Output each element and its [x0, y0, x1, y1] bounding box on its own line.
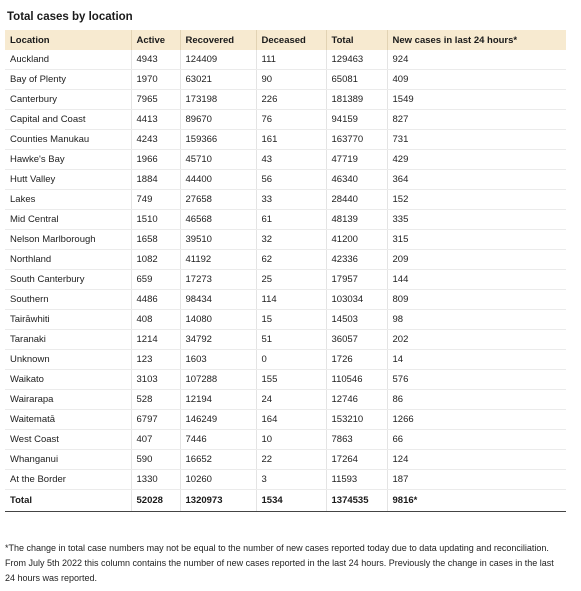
- cell-location: Hutt Valley: [5, 170, 131, 190]
- cell-total: 153210: [326, 410, 387, 430]
- table-row: [5, 250, 566, 270]
- cell-new-cases: 86: [387, 390, 566, 410]
- cell-total: 14503: [326, 310, 387, 330]
- cell-deceased: 22: [256, 450, 326, 470]
- cell-deceased: 32: [256, 230, 326, 250]
- cell-total: 65081: [326, 70, 387, 90]
- cell-new-cases: 152: [387, 190, 566, 210]
- cell-new-cases: 144: [387, 270, 566, 290]
- column-header-deceased: Deceased: [256, 30, 326, 50]
- cell-recovered: 46568: [180, 210, 256, 230]
- total-cell: 9816*: [387, 490, 566, 512]
- cell-active: 749: [131, 190, 180, 210]
- cell-recovered: 27658: [180, 190, 256, 210]
- cell-total: 103034: [326, 290, 387, 310]
- table-row: [5, 90, 566, 110]
- cell-total: 46340: [326, 170, 387, 190]
- cell-recovered: 173198: [180, 90, 256, 110]
- cell-active: 1966: [131, 150, 180, 170]
- cell-recovered: 124409: [180, 50, 256, 70]
- column-header-location: Location: [5, 30, 131, 50]
- column-header-active: Active: [131, 30, 180, 50]
- cell-active: 6797: [131, 410, 180, 430]
- cell-location: Mid Central: [5, 210, 131, 230]
- cell-deceased: 164: [256, 410, 326, 430]
- cases-by-location-table: [5, 30, 566, 512]
- cell-deceased: 24: [256, 390, 326, 410]
- cell-deceased: 15: [256, 310, 326, 330]
- cell-recovered: 12194: [180, 390, 256, 410]
- total-cell: 1374535: [326, 490, 387, 512]
- cell-total: 47719: [326, 150, 387, 170]
- cell-deceased: 0: [256, 350, 326, 370]
- cell-total: 181389: [326, 90, 387, 110]
- cell-recovered: 14080: [180, 310, 256, 330]
- table-row: [5, 290, 566, 310]
- cell-recovered: 16652: [180, 450, 256, 470]
- cell-location: Hawke's Bay: [5, 150, 131, 170]
- cell-active: 123: [131, 350, 180, 370]
- total-cell: 1534: [256, 490, 326, 512]
- cell-active: 4943: [131, 50, 180, 70]
- total-row: [5, 490, 566, 512]
- cell-deceased: 226: [256, 90, 326, 110]
- cell-active: 4486: [131, 290, 180, 310]
- cell-deceased: 161: [256, 130, 326, 150]
- cell-deceased: 62: [256, 250, 326, 270]
- table-row: [5, 450, 566, 470]
- cell-deceased: 114: [256, 290, 326, 310]
- cell-recovered: 159366: [180, 130, 256, 150]
- cell-active: 4243: [131, 130, 180, 150]
- column-header-recovered: Recovered: [180, 30, 256, 50]
- cell-recovered: 146249: [180, 410, 256, 430]
- cell-deceased: 25: [256, 270, 326, 290]
- total-cell: 1320973: [180, 490, 256, 512]
- cell-new-cases: 202: [387, 330, 566, 350]
- cell-active: 408: [131, 310, 180, 330]
- cell-location: Nelson Marlborough: [5, 230, 131, 250]
- cell-total: 129463: [326, 50, 387, 70]
- cell-new-cases: 209: [387, 250, 566, 270]
- cell-deceased: 61: [256, 210, 326, 230]
- cell-new-cases: 335: [387, 210, 566, 230]
- cell-location: Canterbury: [5, 90, 131, 110]
- table-row: [5, 370, 566, 390]
- table-row: [5, 390, 566, 410]
- cell-total: 17264: [326, 450, 387, 470]
- cell-total: 110546: [326, 370, 387, 390]
- table-row: [5, 130, 566, 150]
- cell-total: 42336: [326, 250, 387, 270]
- cell-deceased: 43: [256, 150, 326, 170]
- table-row: [5, 50, 566, 70]
- table-row: [5, 170, 566, 190]
- cell-recovered: 17273: [180, 270, 256, 290]
- cell-total: 48139: [326, 210, 387, 230]
- cell-recovered: 98434: [180, 290, 256, 310]
- cell-location: Southern: [5, 290, 131, 310]
- cell-active: 1082: [131, 250, 180, 270]
- cell-deceased: 10: [256, 430, 326, 450]
- cell-active: 1330: [131, 470, 180, 490]
- cell-total: 12746: [326, 390, 387, 410]
- cell-new-cases: 576: [387, 370, 566, 390]
- cell-location: Wairarapa: [5, 390, 131, 410]
- cell-location: Tairāwhiti: [5, 310, 131, 330]
- cell-new-cases: 1549: [387, 90, 566, 110]
- cell-active: 1214: [131, 330, 180, 350]
- cell-active: 659: [131, 270, 180, 290]
- cell-deceased: 33: [256, 190, 326, 210]
- cell-location: Lakes: [5, 190, 131, 210]
- cell-location: Capital and Coast: [5, 110, 131, 130]
- cell-location: Counties Manukau: [5, 130, 131, 150]
- cell-recovered: 1603: [180, 350, 256, 370]
- table-row: [5, 270, 566, 290]
- cell-new-cases: 924: [387, 50, 566, 70]
- cell-location: Waitematā: [5, 410, 131, 430]
- table-title: Total cases by location: [7, 11, 133, 23]
- cell-new-cases: 187: [387, 470, 566, 490]
- cell-recovered: 10260: [180, 470, 256, 490]
- cell-total: 163770: [326, 130, 387, 150]
- cell-recovered: 63021: [180, 70, 256, 90]
- cell-location: Northland: [5, 250, 131, 270]
- cell-deceased: 76: [256, 110, 326, 130]
- cell-deceased: 56: [256, 170, 326, 190]
- cell-new-cases: 429: [387, 150, 566, 170]
- cell-new-cases: 98: [387, 310, 566, 330]
- cell-total: 41200: [326, 230, 387, 250]
- cell-total: 1726: [326, 350, 387, 370]
- cell-deceased: 90: [256, 70, 326, 90]
- cell-total: 11593: [326, 470, 387, 490]
- cell-recovered: 39510: [180, 230, 256, 250]
- cell-location: West Coast: [5, 430, 131, 450]
- cell-active: 1970: [131, 70, 180, 90]
- cell-recovered: 7446: [180, 430, 256, 450]
- table-row: [5, 330, 566, 350]
- cell-recovered: 89670: [180, 110, 256, 130]
- cell-new-cases: 124: [387, 450, 566, 470]
- cell-active: 1510: [131, 210, 180, 230]
- header-row: [5, 30, 566, 50]
- column-header-new-cases: New cases in last 24 hours*: [387, 30, 566, 50]
- cell-active: 590: [131, 450, 180, 470]
- cell-new-cases: 827: [387, 110, 566, 130]
- cell-active: 1658: [131, 230, 180, 250]
- table-row: [5, 350, 566, 370]
- table-row: [5, 230, 566, 250]
- cell-active: 528: [131, 390, 180, 410]
- cell-total: 28440: [326, 190, 387, 210]
- cell-total: 94159: [326, 110, 387, 130]
- cell-location: Waikato: [5, 370, 131, 390]
- cell-new-cases: 14: [387, 350, 566, 370]
- table-row: [5, 430, 566, 450]
- footnote: *The change in total case numbers may not be equal to the number of new cases reported today due to data updating and reconciliation. From July 5th 2022 this column contains the number of new cases reported in the last 24 hours. Previously the change in cases in the last 24 hours was reported.: [5, 543, 554, 583]
- cell-location: Unknown: [5, 350, 131, 370]
- table-body: [5, 50, 566, 490]
- table-row: [5, 70, 566, 90]
- table-row: [5, 190, 566, 210]
- cell-new-cases: 809: [387, 290, 566, 310]
- cell-recovered: 34792: [180, 330, 256, 350]
- cell-deceased: 155: [256, 370, 326, 390]
- cell-new-cases: 731: [387, 130, 566, 150]
- cell-deceased: 51: [256, 330, 326, 350]
- table-row: [5, 150, 566, 170]
- cell-new-cases: 364: [387, 170, 566, 190]
- cell-location: Bay of Plenty: [5, 70, 131, 90]
- cell-location: South Canterbury: [5, 270, 131, 290]
- cell-location: Auckland: [5, 50, 131, 70]
- cell-location: Whanganui: [5, 450, 131, 470]
- table-row: [5, 210, 566, 230]
- table-row: [5, 110, 566, 130]
- cell-total: 17957: [326, 270, 387, 290]
- column-header-total: Total: [326, 30, 387, 50]
- cell-new-cases: 66: [387, 430, 566, 450]
- cell-recovered: 41192: [180, 250, 256, 270]
- cell-new-cases: 1266: [387, 410, 566, 430]
- cell-active: 3103: [131, 370, 180, 390]
- cell-total: 36057: [326, 330, 387, 350]
- cell-total: 7863: [326, 430, 387, 450]
- cell-deceased: 111: [256, 50, 326, 70]
- cell-location: At the Border: [5, 470, 131, 490]
- cell-active: 1884: [131, 170, 180, 190]
- table-row: [5, 310, 566, 330]
- cell-recovered: 107288: [180, 370, 256, 390]
- cell-active: 407: [131, 430, 180, 450]
- table-row: [5, 470, 566, 490]
- cell-new-cases: 315: [387, 230, 566, 250]
- total-cell: Total: [5, 490, 131, 512]
- cell-deceased: 3: [256, 470, 326, 490]
- table-row: [5, 410, 566, 430]
- total-cell: 52028: [131, 490, 180, 512]
- cell-active: 4413: [131, 110, 180, 130]
- cell-recovered: 45710: [180, 150, 256, 170]
- cell-new-cases: 409: [387, 70, 566, 90]
- cell-recovered: 44400: [180, 170, 256, 190]
- cell-location: Taranaki: [5, 330, 131, 350]
- cell-active: 7965: [131, 90, 180, 110]
